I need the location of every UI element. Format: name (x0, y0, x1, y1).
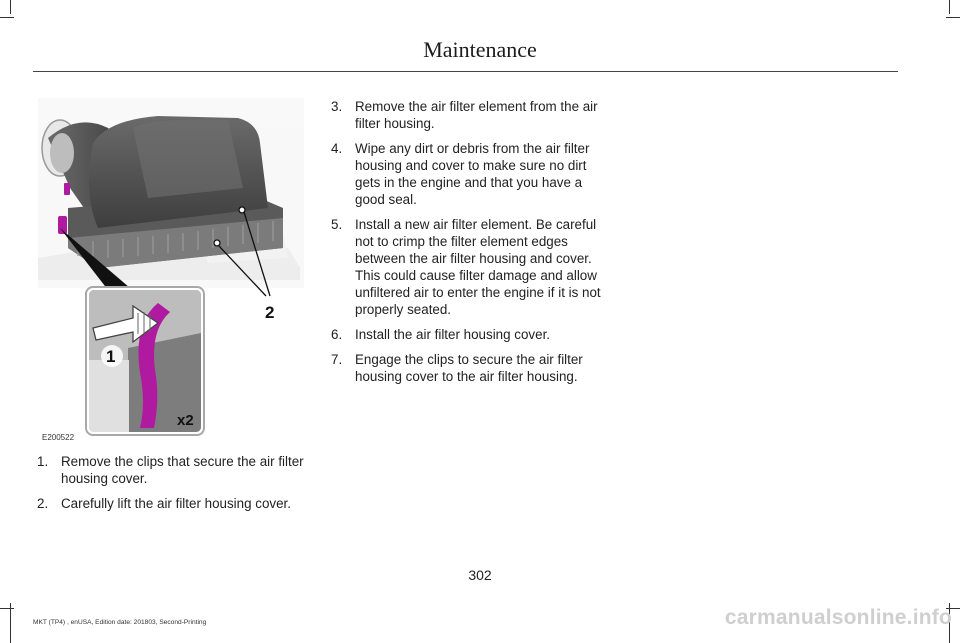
step-text: Remove the clips that secure the air filter housing cover. (61, 454, 304, 486)
page-title: Maintenance (423, 37, 537, 62)
crop-mark-bottom-left-h (0, 608, 14, 609)
list-item (331, 351, 607, 385)
crop-mark-top-left-v (10, 0, 11, 14)
step-number: 5. (331, 217, 343, 232)
page-number: 302 (468, 567, 492, 583)
step-number: 7. (331, 352, 343, 367)
crop-mark-top-right-v (949, 0, 950, 14)
list-item (331, 216, 607, 318)
air-filter-housing-illustration (38, 98, 304, 445)
step-text: Engage the clips to secure the air filter housing cover to the air filter housing. (355, 352, 583, 384)
steps-list-left (37, 453, 309, 520)
step-number: 3. (331, 99, 343, 114)
clip-detail-inset (86, 287, 204, 435)
crop-mark-bottom-left-v (10, 603, 11, 643)
step-number: 1. (37, 454, 49, 469)
step-number: 4. (331, 141, 343, 156)
header-divider (33, 71, 898, 72)
steps-list-right (331, 98, 607, 393)
step-text: Wipe any dirt or debris from the air filter housing and cover to make sure no dirt gets in the engine and that you have a good seal. (355, 141, 590, 207)
clip-quantity-label: x2 (177, 412, 194, 429)
list-item (37, 453, 309, 487)
step-text: Remove the air filter element from the air filter housing. (355, 99, 598, 131)
list-item (331, 98, 607, 132)
crop-mark-top-right-h (946, 17, 960, 18)
step-number: 6. (331, 327, 343, 342)
step-text: Carefully lift the air filter housing cover. (61, 496, 291, 511)
edition-footer: MKT (TP4) , enUSA, Edition date: 201803, Second-Printing (33, 619, 207, 626)
list-item (37, 495, 309, 512)
crop-mark-top-left-h (0, 17, 14, 18)
callout-number-1: 1 (106, 347, 116, 366)
step-number: 2. (37, 496, 49, 511)
step-text: Install a new air filter element. Be careful not to crimp the filter element edges between the air filter housing and cover. This could cause filter damage and allow unfiltered air to enter the engine if it is not properly seated. (355, 217, 601, 317)
watermark-text[interactable]: carmanualsonline.info (724, 606, 952, 629)
step-text: Install the air filter housing cover. (355, 327, 551, 342)
figure-code: E200522 (42, 433, 75, 442)
callout-number-2: 2 (265, 303, 275, 322)
list-item (331, 140, 607, 208)
list-item (331, 326, 607, 343)
